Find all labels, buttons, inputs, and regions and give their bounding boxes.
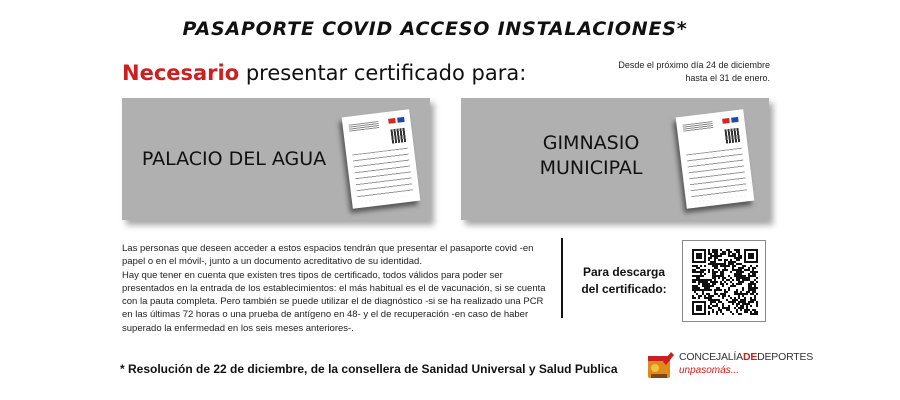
facility-name: PALACIO DEL AGUA xyxy=(141,148,327,170)
page-title: PASAPORTE COVID ACCESO INSTALACIONES* xyxy=(182,18,688,40)
facility-name xyxy=(491,131,691,181)
logo-brand: CONCEJALÍADEDEPORTES xyxy=(679,351,814,363)
divider xyxy=(561,238,563,318)
mini-qr-icon xyxy=(390,128,406,144)
subtitle-rest: presentar certificado para: xyxy=(239,61,527,85)
subtitle xyxy=(122,61,526,85)
facility-name-line-1: GIMNASIO xyxy=(542,132,640,154)
facility-card-gimnasio xyxy=(461,98,769,220)
dates-line-2: hasta el 31 de enero. xyxy=(685,73,770,83)
qr-code-icon[interactable] xyxy=(682,240,766,322)
certificate-image xyxy=(676,109,755,209)
dates-line-1: Desde el próximo día 24 de diciembre xyxy=(618,60,770,70)
footnote: * Resolución de 22 de diciembre, de la consellera de Sanidad Universal y Salud Publica xyxy=(120,362,618,376)
info-paragraph-2: Hay que tener en cuenta que existen tres tipos de certificado, todos válidos para poder ser presentados en la entrada de los establecimientos: el más habitual es el de vacunación, si se cuenta con la pauta completa. Pero también se puede utilizar el de diagnóstico -si se ha realizado una PCR en las últimas 72 horas o una prueba de antígeno en 48- y el de recuperación -en caso de haber superado la enfermedad en los seis meses anteriores-. xyxy=(122,269,546,334)
facility-card-palacio xyxy=(122,98,430,220)
download-label-line-2: del certificado: xyxy=(581,282,667,296)
logo xyxy=(645,346,814,386)
subtitle-highlight: Necesario xyxy=(122,61,240,85)
mini-qr-icon xyxy=(724,128,740,144)
logo-slogan: unpasomás... xyxy=(679,365,740,376)
certificate-image xyxy=(342,109,421,209)
facility-name-line-2: MUNICIPAL xyxy=(539,157,643,179)
info-paragraph-1: Las personas que deseen acceder a estos espacios tendrán que presentar el pasaporte covid -en papel o en el móvil-, junto a un documento acreditativo de su identidad. xyxy=(122,243,534,268)
info-text xyxy=(122,242,552,335)
logo-mark-icon xyxy=(645,346,677,382)
validity-dates xyxy=(590,59,770,85)
download-label-line-1: Para descarga xyxy=(582,265,666,279)
download-label xyxy=(572,264,676,298)
